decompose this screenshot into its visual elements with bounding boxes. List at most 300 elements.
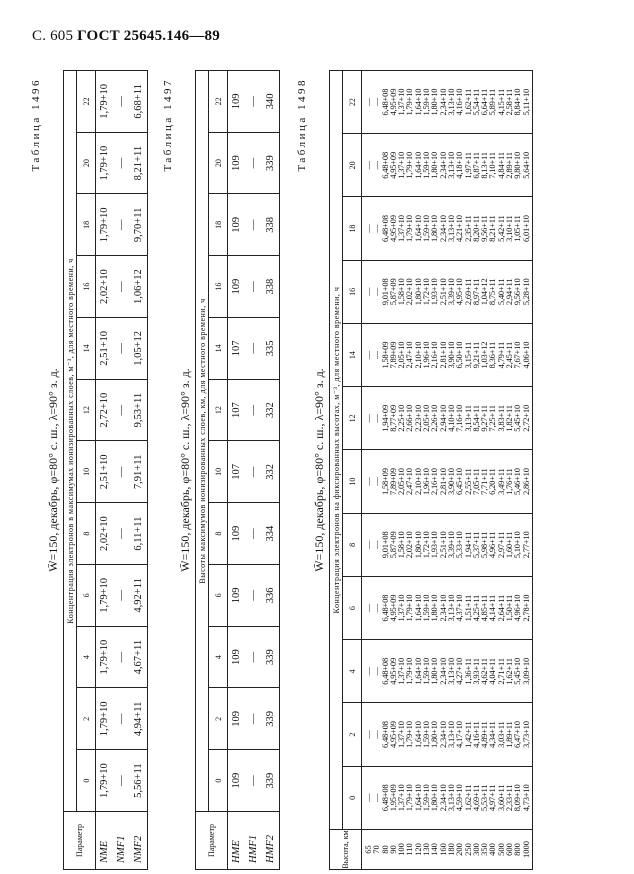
hour-header: 14 bbox=[209, 318, 228, 380]
table-cell: 1,37+10 bbox=[396, 594, 407, 622]
table-cell: 4,14+11 bbox=[487, 594, 498, 622]
hour-header: 4 bbox=[209, 626, 228, 688]
table-1496 bbox=[30, 70, 162, 870]
table-subtitle: W̄=150, декабрь, φ=80° с. ш., λ=90° з. д. bbox=[46, 368, 60, 572]
table-cell: 1,59+10 bbox=[421, 215, 432, 243]
table-cell: 8,13+11 bbox=[479, 152, 490, 179]
table-cell: 4,96+11 bbox=[487, 531, 498, 559]
table-subtitle: W̄=150, декабрь, φ=80° с. ш., λ=90° з. д. bbox=[312, 368, 326, 572]
table-cell: 6,50+10 bbox=[454, 341, 465, 369]
table-cell: — bbox=[363, 414, 373, 423]
table-cell: 4,97+11 bbox=[487, 784, 498, 812]
table-cell: — bbox=[363, 350, 373, 360]
table-cell: — bbox=[371, 161, 382, 170]
table-cell: 8,20+11 bbox=[470, 215, 481, 242]
table-cell: 2,02+10 bbox=[404, 531, 415, 559]
hour-header: 0 bbox=[209, 750, 228, 812]
table-cell: 1,59+10 bbox=[421, 594, 432, 622]
table-cell: 2,35+11 bbox=[462, 215, 473, 242]
altitude-value: 130 bbox=[421, 843, 432, 856]
table-cell: 332 bbox=[262, 441, 280, 503]
hour-header: 12 bbox=[343, 387, 362, 450]
table-cell: 3,13+10 bbox=[445, 88, 456, 116]
group-header: Концентрация электронов в максимумах ионизированных слоев, м⁻³, для местного времени, ч bbox=[64, 71, 77, 812]
table-cell: 3,90+10 bbox=[445, 341, 456, 369]
table-cell: 2,34+10 bbox=[437, 151, 448, 179]
table-cell: 334 bbox=[262, 503, 280, 565]
table-cell: 109 bbox=[228, 132, 246, 194]
table-cell: 8,09+10 bbox=[512, 784, 523, 812]
table-cell: 2,64+11 bbox=[495, 594, 506, 622]
table-cell: — bbox=[113, 256, 130, 318]
table-cell: 4,04+11 bbox=[487, 658, 498, 685]
table-cell: 1,95+09 bbox=[387, 784, 398, 812]
table-cell: — bbox=[113, 503, 130, 565]
table-cell: 5,46+10 bbox=[512, 468, 523, 496]
table-cell: 5,40+11 bbox=[495, 278, 506, 306]
table-cell: 1,62+11 bbox=[504, 658, 515, 685]
table-cell: 2,26+10 bbox=[429, 404, 440, 432]
table-cell: — bbox=[371, 540, 382, 550]
table-cell: 1,80+10 bbox=[429, 151, 440, 179]
hour-header: 2 bbox=[209, 688, 228, 750]
hour-header: 18 bbox=[209, 194, 228, 256]
table-cell: — bbox=[371, 667, 382, 676]
table-row bbox=[245, 71, 262, 870]
table-cell: 4,17+10 bbox=[454, 721, 465, 749]
table-cell: — bbox=[371, 287, 382, 297]
table-cell: 1,79+10 bbox=[404, 215, 415, 243]
table-cell: 5,10+10 bbox=[512, 531, 523, 559]
altitude-column bbox=[362, 830, 533, 870]
table-cell: 1,79+10 bbox=[404, 88, 415, 116]
table-cell: 1,96+10 bbox=[421, 341, 432, 369]
table-cell: 1,93+10 bbox=[429, 531, 440, 559]
hour-header: 6 bbox=[343, 577, 362, 640]
table-cell: 3,15+11 bbox=[462, 341, 473, 369]
table-cell: 1,64+10 bbox=[412, 784, 423, 812]
table-cell: 5,54+11 bbox=[470, 88, 481, 116]
table-cell: 1,94+09 bbox=[379, 404, 390, 432]
table-cell: 1,05+11 bbox=[512, 215, 523, 242]
table-cell: — bbox=[371, 603, 382, 613]
table-cell: — bbox=[371, 793, 382, 803]
table-cell: — bbox=[363, 224, 373, 233]
table-cell: — bbox=[363, 730, 373, 739]
table-cell: 1,79+10 bbox=[96, 565, 114, 627]
altitude-value: 70 bbox=[371, 845, 382, 854]
table-cell: 335 bbox=[262, 318, 280, 380]
param-name: HMF1 bbox=[245, 812, 262, 870]
concentration-column bbox=[362, 71, 533, 134]
table-cell: 4,16+10 bbox=[454, 88, 465, 116]
table-cell: 1,04+12 bbox=[479, 278, 490, 306]
table-cell: 1,51+11 bbox=[462, 594, 473, 622]
table-cell: 9,56+11 bbox=[479, 215, 490, 242]
table-cell: 9,56+10 bbox=[512, 278, 523, 306]
hour-header: 6 bbox=[209, 565, 228, 627]
table-cell: — bbox=[113, 379, 130, 441]
table-cell: 1,59+10 bbox=[421, 88, 432, 116]
table-cell: 2,58+11 bbox=[504, 88, 515, 116]
table-cell: 6,20+11 bbox=[487, 468, 498, 495]
hour-header: 18 bbox=[343, 197, 362, 260]
table-cell: 1,64+10 bbox=[412, 657, 423, 685]
table-cell: 3,73+10 bbox=[520, 721, 531, 749]
table-cell: 9,80+10 bbox=[512, 151, 523, 179]
table-cell: 1,79+10 bbox=[404, 594, 415, 622]
table-cell: 6,48+08 bbox=[379, 215, 390, 243]
table-cell: 107 bbox=[228, 318, 246, 380]
table-cell: 3,13+10 bbox=[445, 594, 456, 622]
table-cell: — bbox=[371, 97, 382, 107]
table-cell: 1,50+11 bbox=[504, 594, 515, 622]
table-cell: 1,79+10 bbox=[96, 688, 114, 750]
table-cell: 1,93+10 bbox=[429, 278, 440, 306]
table-cell: 1,59+10 bbox=[421, 657, 432, 685]
table-cell: 8,77+09 bbox=[387, 404, 398, 432]
table-cell: 4,21+10 bbox=[454, 215, 465, 243]
table-cell: 5,87+09 bbox=[387, 278, 398, 306]
hour-header: 22 bbox=[77, 71, 96, 133]
altitude-value: 140 bbox=[429, 843, 440, 856]
table-cell: — bbox=[113, 750, 130, 812]
hour-header: 10 bbox=[343, 450, 362, 513]
table-cell: — bbox=[113, 441, 130, 503]
table-cell: 339 bbox=[262, 750, 280, 812]
page-header bbox=[32, 28, 220, 45]
table-cell: 3,13+10 bbox=[445, 657, 456, 685]
table-cell: — bbox=[245, 318, 262, 380]
table-cell: 8,84+10 bbox=[512, 88, 523, 116]
altitude-value: 65 bbox=[363, 845, 373, 854]
table-cell: 2,94+11 bbox=[504, 278, 515, 306]
table-cell: 9,01+08 bbox=[379, 531, 390, 559]
table-cell: 338 bbox=[262, 256, 280, 318]
param-name: NMF2 bbox=[130, 812, 148, 870]
table-cell: 6,48+08 bbox=[379, 721, 390, 749]
hour-header: 22 bbox=[209, 71, 228, 133]
altitude-value: 200 bbox=[454, 843, 465, 856]
param-header: Параметр bbox=[64, 812, 96, 870]
altitude-value: 160 bbox=[437, 843, 448, 856]
table-cell: 6,48+08 bbox=[379, 88, 390, 116]
table-cell: 4,94+11 bbox=[130, 688, 148, 750]
table-cell: 3,39+10 bbox=[445, 278, 456, 306]
table-cell: 1,80+10 bbox=[429, 784, 440, 812]
table-cell: 4,15+11 bbox=[495, 88, 506, 116]
table-cell: 9,70+11 bbox=[130, 194, 148, 256]
hour-header: 10 bbox=[209, 441, 228, 503]
table-cell: — bbox=[245, 379, 262, 441]
table-cell: 1,37+10 bbox=[396, 215, 407, 243]
table-cell: 4,16+11 bbox=[470, 721, 481, 748]
table-cell: 109 bbox=[228, 688, 246, 750]
table-cell: 2,34+10 bbox=[437, 594, 448, 622]
altitude-value: 800 bbox=[512, 843, 523, 856]
param-name: NME bbox=[96, 812, 114, 870]
hour-header: 16 bbox=[343, 260, 362, 323]
table-cell: — bbox=[363, 287, 373, 297]
table-cell: 6,11+11 bbox=[130, 503, 148, 565]
table-cell: 2,97+11 bbox=[495, 531, 506, 559]
hour-header: 4 bbox=[343, 640, 362, 703]
table-cell: — bbox=[363, 161, 373, 170]
table-cell: 2,02+10 bbox=[96, 503, 114, 565]
table-cell: 5,56+11 bbox=[130, 750, 148, 812]
group-header: Концентрация электронов на фиксированных высотах, м⁻³, для местного времени, ч bbox=[330, 71, 343, 830]
table-cell: 2,23+10 bbox=[412, 404, 423, 432]
table-cell: 3,49+11 bbox=[495, 468, 506, 495]
table-cell: 1,58+09 bbox=[379, 468, 390, 496]
table-cell: 1,59+10 bbox=[421, 151, 432, 179]
table-cell: 1,82+11 bbox=[504, 405, 515, 432]
hour-header: 4 bbox=[77, 626, 96, 688]
table-cell: — bbox=[245, 688, 262, 750]
table-cell: 107 bbox=[228, 379, 246, 441]
table-cell: 109 bbox=[228, 503, 246, 565]
table-cell: — bbox=[371, 350, 382, 360]
altitude-value: 300 bbox=[470, 843, 481, 856]
table-cell: 1,76+11 bbox=[504, 468, 515, 495]
table-cell: 1,79+10 bbox=[96, 750, 114, 812]
concentration-column bbox=[362, 134, 533, 197]
table-cell: 109 bbox=[228, 565, 246, 627]
table-cell: 2,78+10 bbox=[520, 594, 531, 622]
table-cell: 2,47+10 bbox=[404, 468, 415, 496]
table-cell: 3,13+10 bbox=[445, 721, 456, 749]
table-subtitle: W̄=150, декабрь, φ=80° с. ш., λ=90° з. д. bbox=[178, 368, 192, 572]
table-cell: 9,27+11 bbox=[479, 405, 490, 432]
table-cell: 4,67+11 bbox=[130, 626, 148, 688]
table-cell: 5,98+11 bbox=[479, 531, 490, 559]
altitude-value: 350 bbox=[479, 843, 490, 856]
hour-header: 16 bbox=[77, 256, 96, 318]
table-cell: 2,45+11 bbox=[504, 341, 515, 369]
table-cell: 4,25+11 bbox=[470, 594, 481, 622]
table-cell: 4,84+11 bbox=[495, 152, 506, 179]
table-cell: 7,89+09 bbox=[387, 341, 398, 369]
table-cell: 4,18+10 bbox=[454, 151, 465, 179]
data-table bbox=[63, 70, 148, 870]
table-cell: 4,79+11 bbox=[495, 341, 506, 369]
hour-header: 8 bbox=[77, 503, 96, 565]
table-cell: 5,11+10 bbox=[520, 88, 531, 116]
table-cell: — bbox=[245, 750, 262, 812]
table-cell: 2,34+10 bbox=[437, 88, 448, 116]
table-cell: — bbox=[371, 730, 382, 739]
table-cell: 1,72+10 bbox=[421, 531, 432, 559]
table-cell: 1,72+10 bbox=[421, 278, 432, 306]
table-cell: 2,34+10 bbox=[437, 215, 448, 243]
table-cell: 6,48+08 bbox=[379, 151, 390, 179]
table-cell: 1,64+10 bbox=[412, 594, 423, 622]
table-cell: 338 bbox=[262, 194, 280, 256]
hour-header: 8 bbox=[343, 513, 362, 576]
param-name: HME bbox=[228, 812, 246, 870]
table-cell: 1,79+10 bbox=[96, 626, 114, 688]
table-cell: 339 bbox=[262, 688, 280, 750]
table-cell: 3,60+11 bbox=[495, 784, 506, 812]
table-cell: 2,55+11 bbox=[462, 468, 473, 495]
table-cell: — bbox=[113, 688, 130, 750]
table-cell: 6,48+08 bbox=[379, 657, 390, 685]
table-cell: — bbox=[245, 132, 262, 194]
table-cell: — bbox=[363, 603, 373, 613]
hour-header: 12 bbox=[77, 379, 96, 441]
hour-header: 8 bbox=[209, 503, 228, 565]
table-cell: 5,45+10 bbox=[512, 404, 523, 432]
table-1497 bbox=[162, 70, 296, 870]
table-cell: 1,05+12 bbox=[130, 318, 148, 380]
table-cell: — bbox=[113, 71, 130, 133]
table-cell: 1,80+10 bbox=[429, 657, 440, 685]
table-cell: 1,62+11 bbox=[462, 88, 473, 116]
table-cell: 3,09+10 bbox=[520, 657, 531, 685]
hour-header: 2 bbox=[343, 703, 362, 766]
table-cell: 2,16+10 bbox=[429, 468, 440, 496]
table-cell: 109 bbox=[228, 750, 246, 812]
table-cell: 3,83+11 bbox=[495, 405, 506, 432]
table-cell: 2,33+11 bbox=[504, 784, 515, 812]
table-cell: 1,94+11 bbox=[462, 531, 473, 559]
table-cell: 2,51+10 bbox=[96, 441, 114, 503]
table-cell: 4,95+10 bbox=[454, 278, 465, 306]
table-cell: 3,93+11 bbox=[470, 658, 481, 685]
altitude-value: 500 bbox=[495, 843, 506, 856]
hour-header: 0 bbox=[343, 766, 362, 829]
table-cell: 3,13+10 bbox=[445, 215, 456, 243]
table-cell: 2,25+10 bbox=[396, 404, 407, 432]
table-cell: 1,80+10 bbox=[412, 531, 423, 559]
table-cell: — bbox=[371, 414, 382, 423]
table-caption: Таблица 1496 bbox=[30, 78, 42, 172]
table-cell: — bbox=[113, 194, 130, 256]
table-cell: 7,67+10 bbox=[512, 341, 523, 369]
table-cell: 1,64+10 bbox=[412, 88, 423, 116]
table-cell: 2,51+10 bbox=[437, 278, 448, 306]
concentration-column bbox=[362, 577, 533, 640]
table-caption: Таблица 1498 bbox=[296, 78, 308, 172]
table-cell: 6,48+08 bbox=[379, 784, 390, 812]
table-cell: — bbox=[363, 477, 373, 486]
table-cell: 2,66+10 bbox=[404, 404, 415, 432]
concentration-column bbox=[362, 703, 533, 766]
table-cell: 1,79+10 bbox=[404, 721, 415, 749]
table-cell: — bbox=[245, 441, 262, 503]
table-cell: 7,71+11 bbox=[479, 468, 490, 495]
table-cell: 6,64+11 bbox=[479, 88, 490, 116]
table-cell: 3,13+10 bbox=[445, 151, 456, 179]
table-cell: 7,89+09 bbox=[387, 468, 398, 496]
altitude-value: 1000 bbox=[520, 841, 531, 858]
concentration-column bbox=[362, 640, 533, 703]
table-cell: — bbox=[245, 565, 262, 627]
table-row bbox=[262, 71, 280, 870]
table-cell: — bbox=[113, 626, 130, 688]
table-cell: 3,13+11 bbox=[462, 405, 473, 432]
table-cell: 1,79+10 bbox=[96, 71, 114, 133]
altitude-header: Высота, км bbox=[330, 830, 362, 870]
page-number: С. 605 bbox=[32, 28, 74, 44]
table-cell: 4,92+11 bbox=[130, 565, 148, 627]
altitude-value: 80 bbox=[379, 845, 390, 854]
table-cell: 1,64+10 bbox=[412, 215, 423, 243]
hour-header: 14 bbox=[343, 324, 362, 387]
param-name: HMF2 bbox=[262, 812, 280, 870]
table-cell: 1,89+11 bbox=[504, 721, 515, 748]
table-cell: — bbox=[245, 256, 262, 318]
table-cell: 2,34+10 bbox=[437, 657, 448, 685]
table-cell: 1,97+11 bbox=[462, 152, 473, 179]
table-cell: 4,95+09 bbox=[387, 657, 398, 685]
hour-header: 14 bbox=[77, 318, 96, 380]
table-cell: 4,69+11 bbox=[470, 784, 481, 812]
table-cell: 1,37+10 bbox=[396, 721, 407, 749]
table-cell: 2,94+10 bbox=[437, 404, 448, 432]
altitude-value: 250 bbox=[462, 843, 473, 856]
table-cell: 8,36+11 bbox=[487, 341, 498, 369]
concentration-column bbox=[362, 324, 533, 387]
table-cell: 107 bbox=[228, 441, 246, 503]
hour-header: 16 bbox=[209, 256, 228, 318]
table-cell: 4,37+10 bbox=[454, 594, 465, 622]
table-cell: 6,01+10 bbox=[520, 215, 531, 243]
table-cell: 1,03+12 bbox=[479, 341, 490, 369]
altitude-value: 110 bbox=[404, 843, 415, 856]
param-header: Параметр bbox=[196, 812, 228, 870]
table-cell: 3,39+10 bbox=[445, 531, 456, 559]
table-cell: 339 bbox=[262, 132, 280, 194]
table-cell: 109 bbox=[228, 256, 246, 318]
data-table bbox=[329, 70, 533, 870]
table-cell: 9,53+11 bbox=[130, 379, 148, 441]
table-cell: 8,97+11 bbox=[470, 278, 481, 306]
param-name: NMF1 bbox=[113, 812, 130, 870]
table-cell: 1,80+10 bbox=[429, 594, 440, 622]
table-cell: — bbox=[245, 71, 262, 133]
table-cell: — bbox=[363, 793, 373, 803]
table-cell: — bbox=[245, 194, 262, 256]
table-cell: 6,47+10 bbox=[512, 721, 523, 749]
table-1498 bbox=[296, 70, 533, 870]
concentration-column bbox=[362, 513, 533, 576]
table-cell: 9,01+08 bbox=[379, 278, 390, 306]
table-cell: 4,27+10 bbox=[454, 657, 465, 685]
group-header: Высоты максимумов ионизированных слоев, км, для местного времени, ч bbox=[196, 71, 209, 812]
table-cell: 339 bbox=[262, 626, 280, 688]
table-cell: 7,91+11 bbox=[130, 441, 148, 503]
table-cell: 1,37+10 bbox=[396, 784, 407, 812]
table-cell: 7,05+11 bbox=[470, 468, 481, 495]
hour-header: 20 bbox=[343, 134, 362, 197]
table-cell: 2,69+11 bbox=[462, 278, 473, 306]
table-cell: 8,54+11 bbox=[470, 405, 481, 432]
table-cell: 7,10+11 bbox=[487, 152, 498, 179]
table-cell: 1,59+10 bbox=[421, 721, 432, 749]
table-cell: — bbox=[363, 540, 373, 550]
table-cell: 4,95+09 bbox=[387, 215, 398, 243]
hour-header: 12 bbox=[209, 379, 228, 441]
table-cell: 5,89+11 bbox=[487, 88, 498, 116]
altitude-value: 120 bbox=[412, 843, 423, 856]
table-cell: 2,47+10 bbox=[404, 341, 415, 369]
table-cell: 2,81+10 bbox=[437, 341, 448, 369]
table-cell: 5,64+10 bbox=[520, 151, 531, 179]
table-cell: — bbox=[363, 667, 373, 676]
table-cell: 7,25+11 bbox=[487, 405, 498, 432]
table-cell: 3,90+10 bbox=[445, 468, 456, 496]
